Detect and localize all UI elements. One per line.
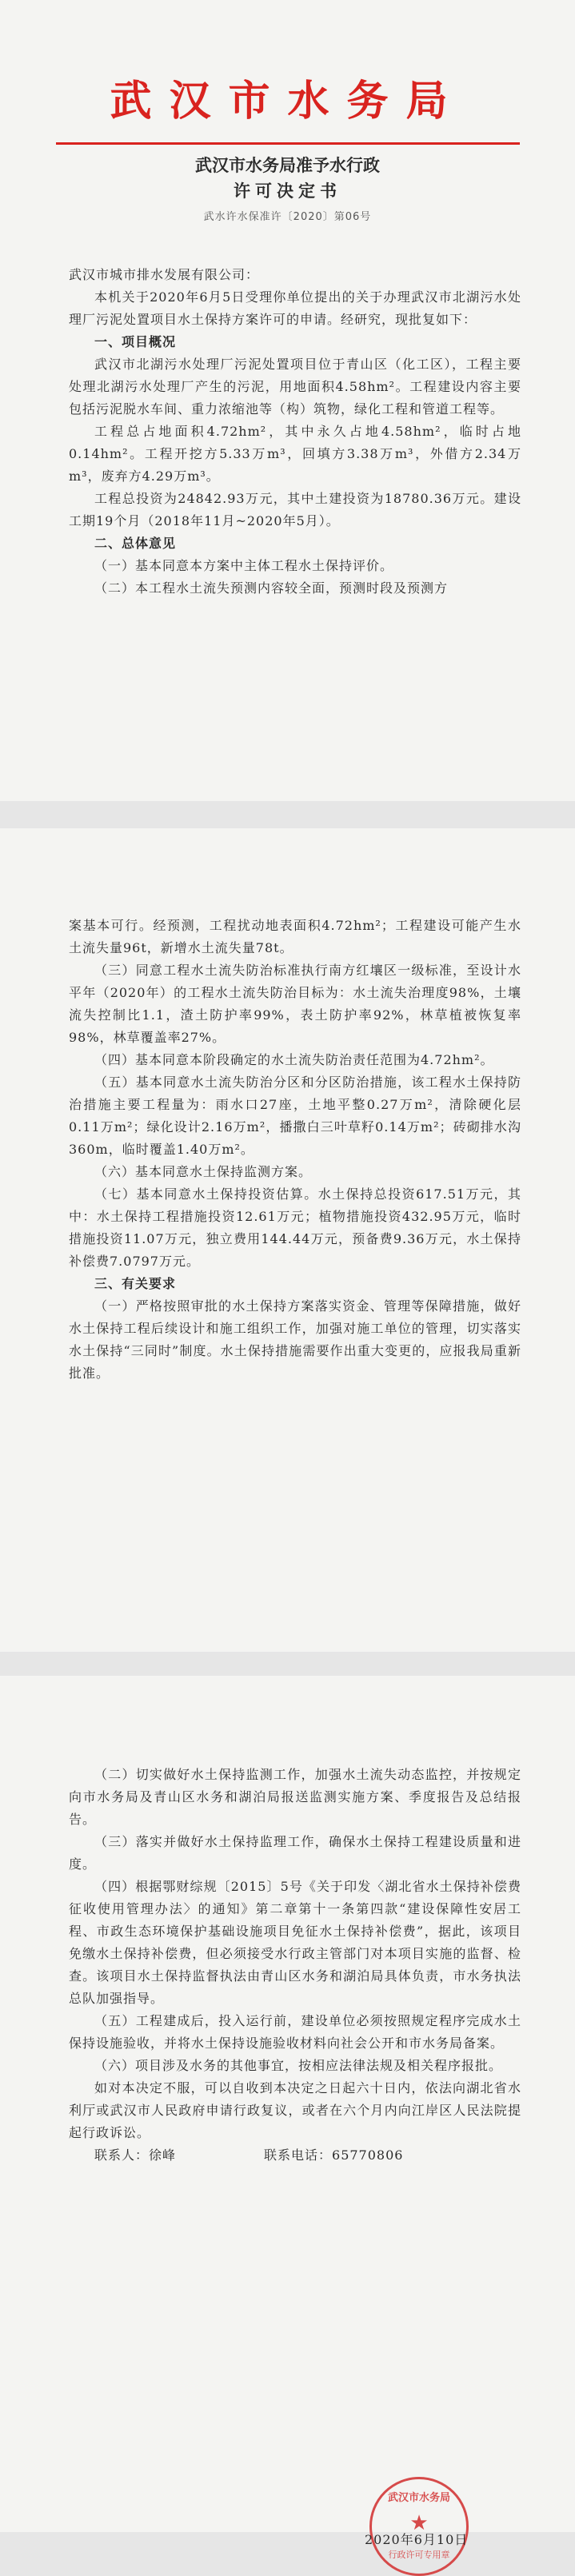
document-page-1 — [0, 0, 575, 801]
seal-star-icon: ★ — [409, 2511, 429, 2535]
requirement-item-1: （一）严格按照审批的水土保持方案落实资金、管理等保障措施，做好水土保持工程后续设计和施工组织工作，加强对施工单位的管理，切实落实水土保持“三同时”制度。水土保持措施需要作出重大变更的，应报我局重新批准。 — [69, 1298, 521, 1381]
opinion-item-2-continued: 案基本可行。经预测，工程扰动地表面积4.72hm²；工程建设可能产生水土流失量96t，新增水土流失量78t。 — [69, 918, 521, 955]
page-2-body — [69, 915, 521, 1385]
red-divider-line — [56, 142, 520, 145]
seal-ring-text: 武汉市水务局 — [387, 2492, 450, 2504]
contact-info — [69, 2144, 521, 2167]
intro-paragraph: 本机关于2020年6月5日受理你单位提出的关于办理武汉市北湖污水处理厂污泥处置项目水土保持方案许可的申请。经研究，现批复如下： — [69, 289, 521, 327]
section-1-heading: 一、项目概况 — [94, 334, 177, 349]
org-header: 武汉市水务局 — [110, 78, 465, 126]
opinion-item-3: （三）同意工程水土流失防治标准执行南方红壤区一级标准，至设计水平年（2020年）的工程水土流失防治目标为：水土流失治理度98%，土壤流失控制比1.1，渣土防护率99%，表土防护率92%，林草植被恢复率98%，林草覆盖率27%。 — [69, 963, 521, 1045]
page-3-body — [69, 1764, 521, 2167]
section-2-heading: 二、总体意见 — [94, 536, 177, 551]
section-3-heading: 三、有关要求 — [94, 1276, 177, 1291]
document-page-2 — [0, 828, 575, 1652]
official-seal — [369, 2477, 469, 2576]
project-overview-paragraph-3: 工程总投资为24842.93万元，其中土建投资为18780.36万元。建设工期19个月（2018年11月~2020年5月）。 — [69, 491, 521, 528]
opinion-item-5: （五）基本同意水土流失防治分区和分区防治措施，该工程水土保持防治措施主要工程量为：雨水口27座，土地平整0.27万m²，清除硬化层0.11万m²；绿化设计2.16万m²，播撒白三叶草籽0.14万m²；砖砌排水沟360m，临时覆盖1.40万m²。 — [69, 1075, 521, 1157]
opinion-item-1: （一）基本同意本方案中主体工程水土保持评价。 — [94, 558, 394, 573]
doc-title-line-1: 武汉市水务局准予水行政 — [195, 156, 380, 175]
document-page-3 — [0, 1676, 575, 2560]
contact-person: 联系人：徐峰 — [94, 2147, 177, 2163]
requirement-item-3: （三）落实并做好水土保持监理工作，确保水土保持工程建设质量和进度。 — [69, 1834, 521, 1872]
requirement-item-6: （六）项目涉及水务的其他事宜，按相应法律法规及相关程序报批。 — [94, 2058, 503, 2073]
issue-date: 2020年6月10日 — [365, 2532, 469, 2547]
opinion-item-6: （六）基本同意水土保持监测方案。 — [94, 1164, 313, 1179]
contact-phone: 联系电话：65770806 — [264, 2147, 404, 2163]
opinion-item-2-start: （二）本工程水土流失预测内容较全面，预测时段及预测方 — [94, 580, 449, 596]
project-overview-paragraph-2: 工程总占地面积4.72hm²，其中永久占地4.58hm²，临时占地0.14hm²。工程开挖方5.33万m³，回填方3.38万m³，外借方2.34万m³，废弃方4.29万m³。 — [69, 424, 521, 484]
appeal-notice: 如对本决定不服，可以自收到本决定之日起六十日内，依法向湖北省水利厅或武汉市人民政府申请行政复议，或者在六个月内向江岸区人民法院提起行政诉讼。 — [69, 2080, 521, 2140]
addressee: 武汉市城市排水发展有限公司： — [69, 267, 260, 282]
project-overview-paragraph-1: 武汉市北湖污水处理厂污泥处置项目位于青山区（化工区），工程主要处理北湖污水处理厂产生的污泥，用地面积4.58hm²。工程建设内容主要包括污泥脱水车间、重力浓缩池等（构）筑物，绿化工程和管道工程等。 — [69, 357, 521, 417]
requirement-item-2: （二）切实做好水土保持监测工作，加强水土流失动态监控，并按规定向市水务局及青山区水务和湖泊局报送监测实施方案、季度报告及总结报告。 — [69, 1767, 521, 1827]
opinion-item-7: （七）基本同意水土保持投资估算。水土保持总投资617.51万元，其中：水土保持工程措施投资12.61万元；植物措施投资432.95万元，临时措施投资11.07万元，独立费用144.44万元，预备费9.36万元，水土保持补偿费7.0797万元。 — [69, 1186, 521, 1269]
requirement-item-5: （五）工程建成后，投入运行前，建设单位必须按照规定程序完成水土保持设施验收，并将水土保持设施验收材料向社会公开和市水务局备案。 — [69, 2013, 521, 2051]
page-1-body — [69, 264, 521, 600]
seal-inner-text: 行政许可专用章 — [388, 2550, 450, 2560]
doc-number: 武水许水保准许〔2020〕第06号 — [203, 211, 372, 223]
opinion-item-4: （四）基本同意本阶段确定的水土流失防治责任范围为4.72hm²。 — [94, 1052, 494, 1067]
doc-title-line-2: 许可决定书 — [234, 181, 341, 201]
requirement-item-4: （四）根据鄂财综规〔2015〕5号《关于印发〈湖北省水土保持补偿费征收使用管理办法〉的通知》第二章第十一条第四款“建设保障性安居工程、市政生态环境保护基础设施项目免征水土保持补偿费”，据此，该项目免缴水土保持补偿费，但必须接受水行政主管部门对本项目实施的监督、检查。该项目水土保持监督执法由青山区水务和湖泊局具体负责，市水务执法总队加强指导。 — [69, 1879, 521, 2006]
